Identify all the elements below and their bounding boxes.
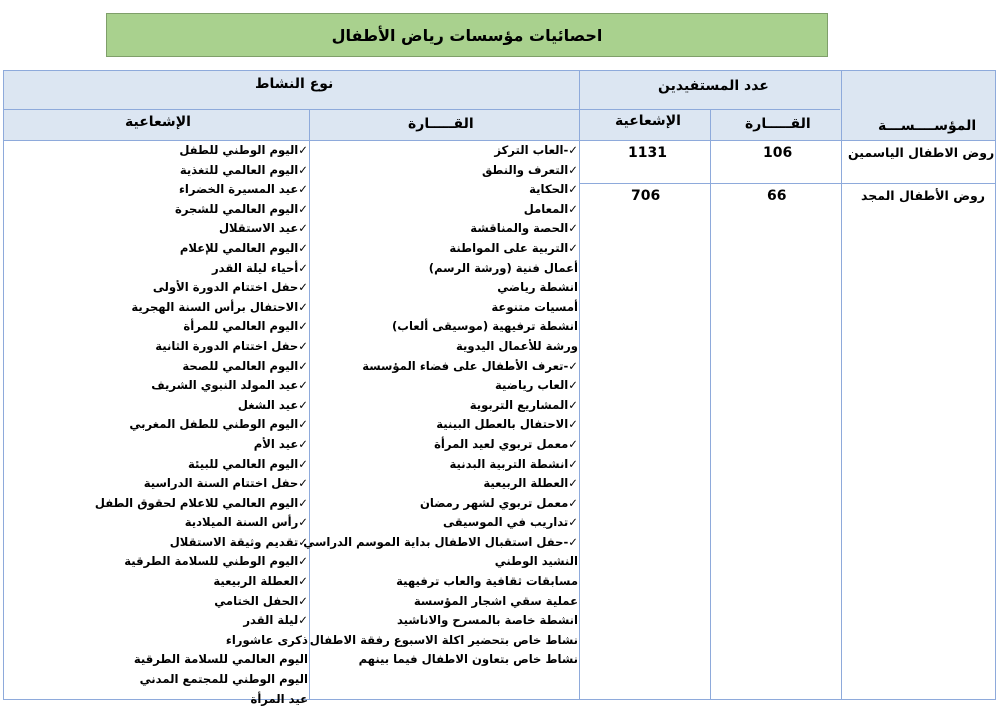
- radiant-activities-list: [95, 141, 308, 709]
- activity-item: عيد المرأة: [250, 691, 308, 706]
- header-activity-permanent: القـــــارة: [408, 116, 474, 132]
- page-title: [106, 13, 828, 57]
- activity-item: ورشة للأعمال اليدوية: [456, 338, 578, 353]
- activity-item: ✓المعامل: [523, 201, 578, 216]
- activity-item: ✓عيد الاستقلال: [218, 221, 308, 236]
- activity-item: ✓اليوم العالمي للشجرة: [175, 201, 308, 216]
- activity-item: ✓الحصة والمناقشة: [470, 221, 578, 236]
- activity-item: انشطة رياضي: [497, 280, 578, 295]
- activity-item: ✓التربية على المواطنة: [449, 240, 578, 255]
- activity-item: ✓الاحتفال برأس السنة الهجرية: [131, 299, 308, 314]
- activity-item: ✓حفل اختتام الدورة الثانية: [155, 338, 308, 353]
- activity-item: انشطة ترفيهية (موسيقى ألعاب): [392, 319, 578, 334]
- activity-item: اليوم الوطني للمجتمع المدني: [139, 672, 308, 687]
- permanent-count: 106: [763, 145, 793, 161]
- page-title-text: احصائيات مؤسسات رياض الأطفال: [331, 25, 603, 45]
- activity-item: ✓العطلة الربيعية: [213, 574, 308, 589]
- activity-item: ✓عيد الأم: [253, 436, 308, 451]
- activity-item: ✓اليوم الوطني للطفل المغربي: [129, 417, 308, 432]
- activity-item: ✓اليوم الوطني للطفل: [179, 143, 308, 157]
- activity-item: ✓الحفل الختامي: [214, 593, 308, 608]
- activity-item: ✓معمل تربوي لعيد المرأة: [434, 436, 578, 451]
- activity-item: ✓حفل اختتام الدورة الأولى: [152, 280, 308, 295]
- activity-item: ✓رأس السنة الميلادية: [184, 515, 308, 530]
- header-beneficiaries-radiant: الإشعاعية: [615, 113, 681, 129]
- activity-item: ✓العطلة الربيعية: [483, 476, 578, 491]
- activity-item: ✓اليوم العالمي للبيئة: [187, 456, 308, 471]
- institution-name: روض الأطفال المجد: [861, 188, 985, 203]
- activity-item: ✓-حفل استقبال الاطفال بداية الموسم الدراسي: [303, 534, 578, 549]
- activity-item: النشيد الوطني: [494, 554, 578, 569]
- activity-item: ✓انشطة التربية البدنية: [449, 456, 578, 471]
- header-activity-radiant: الإشعاعية: [125, 114, 191, 130]
- activity-item: ✓اليوم العالمي للاعلام لحقوق الطفل: [94, 495, 308, 510]
- permanent-count: 66: [767, 188, 787, 204]
- activity-item: ✓التعرف والنطق: [481, 162, 578, 177]
- activity-item: انشطة خاصة بالمسرح والاناشيد: [396, 613, 578, 628]
- activity-item: ✓-العاب التركز: [494, 143, 578, 157]
- activity-item: نشاط خاص بتحضير اكلة الاسبوع رفقة الاطفال: [309, 632, 578, 647]
- header-beneficiaries: عدد المستفيدين: [658, 78, 769, 94]
- activity-item: ذكرى عاشوراء: [225, 632, 308, 647]
- statistics-table: [3, 70, 996, 706]
- activity-item: ✓عيد المولد النبوي الشريف: [151, 378, 308, 393]
- activity-item: ✓ليلة القدر: [243, 613, 308, 628]
- activity-item: ✓اليوم العالمي للإعلام: [179, 240, 308, 255]
- activity-item: ✓عيد الشغل: [237, 397, 308, 412]
- activity-item: ✓العاب رياضية: [495, 378, 578, 393]
- header-beneficiaries-permanent: القـــــارة: [745, 116, 811, 132]
- activity-item: ✓اليوم العالمي للمرأة: [183, 319, 308, 334]
- activity-item: مسابقات ثقافية والعاب ترفيهية: [396, 574, 578, 589]
- activity-item: ✓اليوم الوطني للسلامة الطرقية: [124, 554, 308, 569]
- activity-item: ✓اليوم العالمي للصحة: [182, 358, 308, 373]
- activity-item: ✓معمل تربوي لشهر رمضان: [419, 495, 578, 510]
- activity-item: اليوم العالمي للسلامة الطرقية: [133, 652, 308, 667]
- activity-item: ✓تداريب في الموسيقى: [442, 515, 578, 530]
- activity-item: ✓-تعرف الأطفال على فضاء المؤسسة: [362, 358, 578, 373]
- radiant-count: 1131: [628, 145, 667, 161]
- activity-item: ✓عيد المسيرة الخضراء: [178, 182, 308, 197]
- activity-item: ✓المشاريع التربوية: [469, 397, 578, 412]
- activity-item: ✓اليوم العالمي للتغذية: [179, 162, 308, 177]
- radiant-count: 706: [631, 188, 661, 204]
- activity-item: أعمال فنية (ورشة الرسم): [428, 260, 578, 275]
- activity-item: ✓تقديم وثيقة الاستقلال: [169, 534, 308, 549]
- permanent-activities-list: [303, 141, 578, 670]
- header-activity-type: نوع النشاط: [255, 76, 334, 92]
- activity-item: نشاط خاص بتعاون الاطفال فيما بينهم: [358, 652, 578, 667]
- activity-item: عملية سقي اشجار المؤسسة: [413, 593, 578, 608]
- activity-item: ✓حفل اختتام السنة الدراسية: [143, 476, 308, 491]
- activity-item: أمسيات متنوعة: [491, 299, 578, 314]
- activity-item: ✓الحكاية: [529, 182, 578, 197]
- activity-item: ✓أحياء ليلة القدر: [211, 260, 308, 275]
- institution-name: روض الاطفال الياسمين: [848, 145, 995, 160]
- header-institution: المؤســــســـة: [878, 118, 977, 134]
- activity-item: ✓الاحتفال بالعطل البينية: [436, 417, 578, 432]
